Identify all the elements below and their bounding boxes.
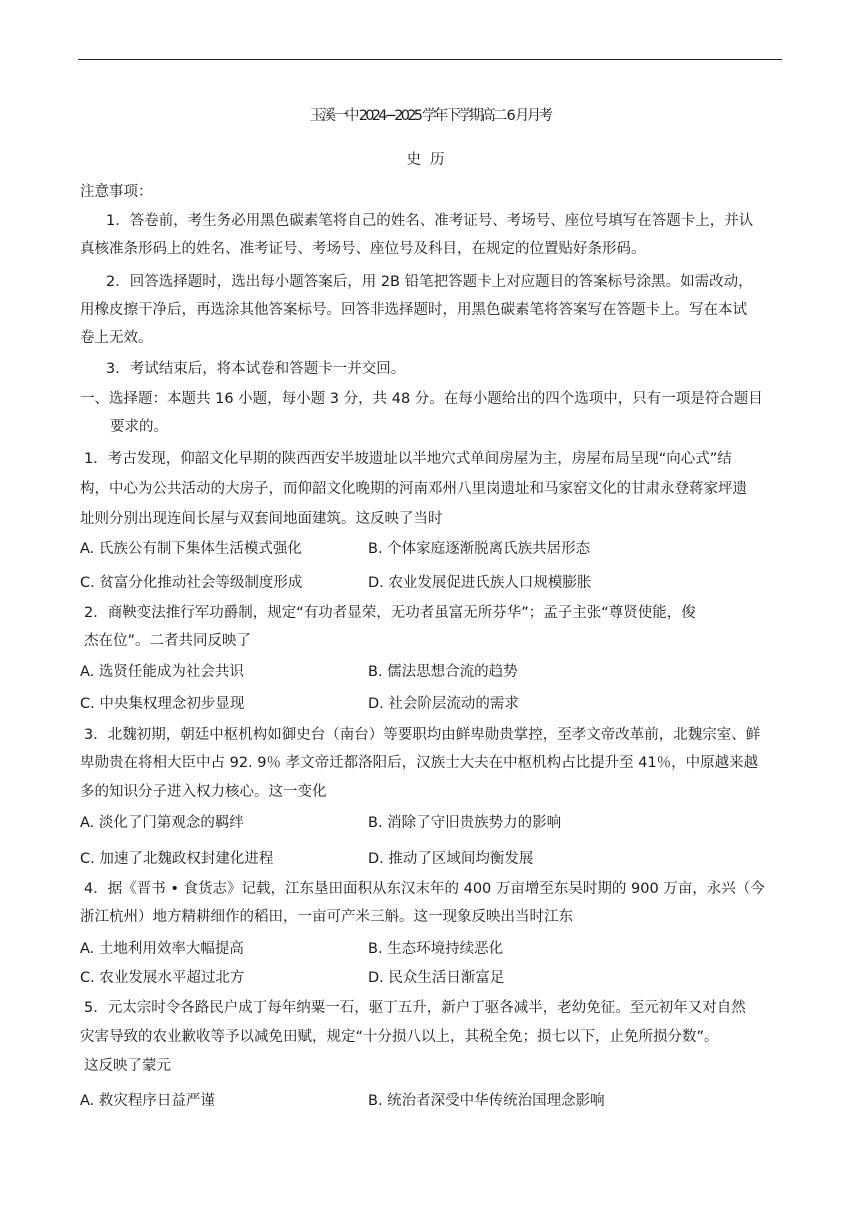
question-3-stem-line-1: 3．北魏初期，朝廷中枢机构如御史台（南台）等要职均由鲜卑勋贵掌控，至孝文帝改革前，北魏宗室、鲜 [84,727,761,743]
question-5-stem-line-2: 灾害导致的农业歉收等予以减免田赋，规定“十分损八以上，其税全免；损七以下，止免所损分数”。 [80,1029,719,1045]
question-3-option-d: D. 推动了区域间均衡发展 [368,851,534,867]
question-4-option-d: D. 民众生活日渐富足 [368,970,505,986]
question-5-stem-line-3: 这反映了蒙元 [84,1058,171,1074]
question-4-option-a: A. 土地利用效率大幅提高 [80,941,244,957]
question-2-option-d: D. 社会阶层流动的需求 [368,696,519,712]
notice-item-1-line-1: 1．答卷前，考生务必用黑色碳素笔将自己的姓名、准考证号、考场号、座位号填写在答题卡上，并认 [106,213,754,229]
notice-item-2-line-3: 卷上无效。 [80,330,153,346]
question-1-stem-line-2: 构，中心为公共活动的大房子，而仰韶文化晚期的河南邓州八里岗遗址和马家窑文化的甘肃永登蒋家坪遗 [80,481,747,497]
exam-title: 玉溪一中 2024−2025 学年下学期高二 6 月月考 [309,108,551,124]
question-5-stem-line-1: 5．元太宗时令各路民户成丁每年纳粟一石，驱丁五升，新户丁驱各减半，老幼免征。至元初年又对自然 [84,1000,746,1016]
question-1-option-b: B. 个体家庭逐渐脱离氏族共居形态 [368,541,591,557]
question-4-stem-line-2: 浙江杭州）地方精耕细作的稻田，一亩可产米三斛。这一现象反映出当时江东 [80,909,573,925]
question-5-option-b: B. 统治者深受中华传统治国理念影响 [368,1093,605,1109]
question-2-stem-line-2: 杰在位”。二者共同反映了 [84,633,252,649]
question-3-option-a: A. 淡化了门第观念的羁绊 [80,815,244,831]
section-1-heading-line-1: 一、选择题：本题共 16 小题，每小题 3 分，共 48 分。在每小题给出的四个选项中，只有一项是符合题目 [80,391,763,407]
question-1-option-d: D. 农业发展促进氏族人口规模膨胀 [368,575,592,591]
notice-heading: 注意事项： [80,184,153,200]
notice-item-2-line-1: 2．回答选择题时，选出每小题答案后，用 2B 铅笔把答题卡上对应题目的答案标号涂黑。如需改动， [106,274,753,290]
question-3-option-b: B. 消除了守旧贵族势力的影响 [368,815,562,831]
question-1-stem-line-1: 1．考古发现，仰韶文化早期的陕西西安半坡遗址以半地穴式单间房屋为主，房屋布局呈现“向心式”结 [84,451,732,467]
header-rule [78,59,782,60]
question-4-option-c: C. 农业发展水平超过北方 [80,970,245,986]
question-5-option-a: A. 救灾程序日益严谨 [80,1093,215,1109]
subject-title [0,148,860,169]
notice-item-1-line-2: 真核准条形码上的姓名、准考证号、考场号、座位号及科目，在规定的位置贴好条形码。 [80,241,646,257]
section-1-heading-line-2: 要求的。 [110,419,168,435]
question-1-stem-line-3: 址则分别出现连间长屋与双套间地面建筑。这反映了当时 [80,511,443,527]
question-1-option-c: C. 贫富分化推动社会等级制度形成 [80,575,303,591]
question-3-stem-line-3: 多的知识分子进入权力核心。这一变化 [80,784,327,800]
question-3-stem-line-2: 卑勋贵在将相大臣中占 92. 9％ 孝文帝迁都洛阳后，汉族士大夫在中枢机构占比提升至 41％，中原越来越 [80,755,759,771]
question-4-option-b: B. 生态环境持续恶化 [368,941,504,957]
notice-item-3: 3．考试结束后，将本试卷和答题卡一并交回。 [106,361,406,377]
question-3-option-c: C. 加速了北魏政权封建化进程 [80,851,274,867]
question-2-option-c: C. 中央集权理念初步显现 [80,696,245,712]
question-2-option-a: A. 选贤任能成为社会共识 [80,664,244,680]
question-4-stem-line-1: 4．据《晋书 • 食货志》记载，江东垦田面积从东汉末年的 400 万亩增至东吴时期的 900 万亩，永兴（今 [84,881,765,897]
question-1-option-a: A. 氏族公有制下集体生活模式强化 [80,541,302,557]
question-2-option-b: B. 儒法思想合流的趋势 [368,664,518,680]
notice-item-2-line-2: 用橡皮擦干净后，再选涂其他答案标号。回答非选择题时，用黑色碳素笔将答案写在答题卡上。写在本试 [80,302,747,318]
question-2-stem-line-1: 2．商鞅变法推行军功爵制，规定“有功者显荣，无功者虽富无所芬华”；孟子主张“尊贤使能，俊 [84,605,696,621]
